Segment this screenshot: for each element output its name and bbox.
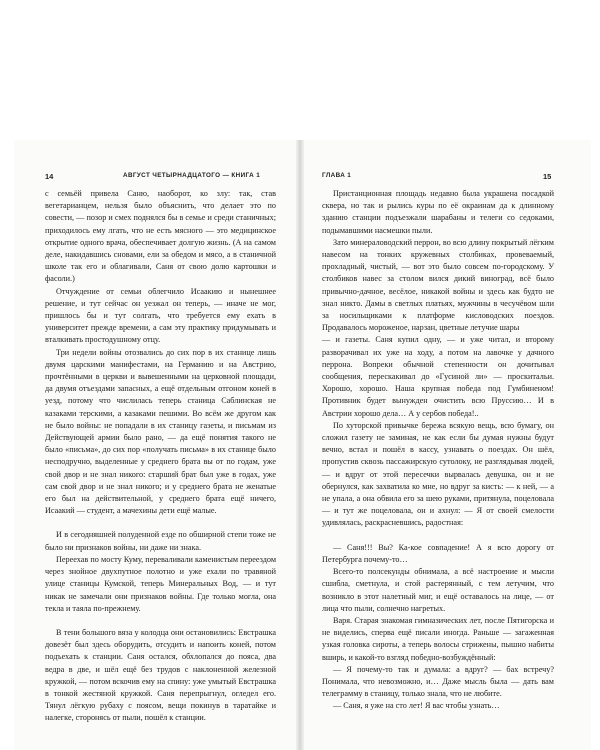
right-running-head: ГЛАВА 1 <box>322 172 352 179</box>
right-page-number: 15 <box>543 172 552 181</box>
right-paragraph: Варя. Старая знакомая гимназических лет, после Пятигорска и не виделись, сперва ещё писали иногда. Раньше — загаженная узкая головка сироты, а теперь волосы стрижены, пышно набиты вширь, и какой-то взгляд победно-возбуждённый: <box>322 615 554 662</box>
right-paragraph: — и газеты. Саня купил одну, — и уже читал, и второму разворачивал их уже на ходу, а потом на лавочке у дачного перрона. Вопреки обычной степенности он дочитывал сообщения, перескакивал до «Гусиной ли» — проскитальи. Хорошо, хорошо. Наша крупная победа под Гумбиненом! Противник будет вынужден очистить всю Пруссию… И в Австрии хорошо дела… А у сербов победа!.. <box>322 335 554 418</box>
right-page-text <box>322 188 554 713</box>
right-paragraph: — Саня, я уже на сто лет! Я вас чтобы узнать… <box>333 701 500 711</box>
left-paragraph: Переехав по мосту Куму, переваливали каменистым переездом через знойное двухпутное полотно и уже ехали по травяной улице станицы Кумской, теперь Минеральных Вод, — и тут никак не замечали они признаков войны. Где только могла, она текла и таяла по-прежнему. <box>45 554 276 613</box>
left-paragraph: Отчуждение от семьи облегчило Исаакию и нынешнее решение, и тут сейчас он уезжал он теперь, — иначе не мог, пришлось бы и тут солгать, что требуется ему ехать в университет прежде времени, а сам эту практику придумывать и вталкивать простодушному отцу. <box>45 286 276 345</box>
left-page-number: 14 <box>45 172 54 181</box>
right-paragraph: Зато минераловодский перрон, во всю длину покрытый лёгким навесом на тонких кружевных столбиках, провеваемый, прохладный, чистый, — вот это было совсем по-городскому. У столбиков навес за столом вился дикий виноград, всё было привычно-дачное, весёлое, никакой войны и здесь как будто не знал никто. Дамы в светлых платьях, мужчины в чесучёвом шли за носильщиками к платформе кисловодских поездов. Продавалось мороженое, нарзан, цветные летучие шары <box>322 237 554 333</box>
right-paragraph: Всего-то полсекунды обнимала, а всё настроение и мысли сшибла, сметнула, и стой растерянный, с тем летучим, что возникло в этот налетный миг, и ещё оставалось на лице, — от лица что пыли, солнечно нагретых. <box>322 567 554 613</box>
book-gutter <box>296 140 304 750</box>
right-paragraph: По хуторской привычке бережа всякую вещь, всю бумагу, он сложил газету не заминая, не как если бы думая нужны будут вечно, встал и пошёл в кассу, узнавать о поездах. Он шёл, пропустив сквозь пассажирскую сутолоку, не разглядывая людей, — и вдруг от этой пересечки вырвалась девушка, он и не обернулся, как захватила ко мне, но вдруг за кисть: — к ней, — а не упала, а она обвила его за шею руками, притянула, поцеловала — и тут же поцеловала, он и ахнул: — Я от своей смелости удивлялась, раскрасневшись, радостная: <box>322 420 554 528</box>
right-paragraph: — Саня!!! Вы? Ка-кое совпадение! А я всю дорогу от Петербурга почему-то… <box>322 542 554 564</box>
left-paragraph: Три недели войны отозвались до сих пор в их станице лишь двумя царскими манифестами, на Германию и на Австрию, прочтёнными в церкви и вывешенными на церковной площади, да двумя отъездами запасных, а ещё отдельным отгоном коней в уезд, потому что числилась теперь станица Саблинская не казаками терскими, а казаками пешими. Во всём же другом как не было войны: не попадали в их станицу газеты, и письмам из Действующей армии было рано, — да ещё понятия такого не было «письма», до сих пор «получать письма» в их станице было несподручно, выделенные у среднего брата вы от по годам, уже свой двор и не знал никого: старший брат был уже в годах, уже сам свой двор и не знал никого; и у среднего брата не женатые его был на действительной, у среднего брата ещё ничего, Исаакий — студент, а мачехины дети ещё малые. <box>45 347 276 516</box>
left-page-text <box>45 188 276 725</box>
left-paragraph: В тени большого вяза у колодца они остановились: Евстрашка довезёт был здесь оборудить, отсудить и напоить коней, потом подъехать к станции. Саня остался, обхлопался до пояса, два ведра в две, и шёл ещё без трудов с наклоненной железной кружкой, — потом вскочив ему на спину: уже умытый Евстрашка в тонкой жестяной кружкой. Саня перепрыгнул, огледел его. Тянул лёгкую рубаху с поясом, вещи покинув в таратайке и налегке, сторонясь от пыли, пошёл к станции. <box>45 627 276 723</box>
left-paragraph: И в сегодняшней полуденной езде по обширной степи тоже не было ни признаков войны, ни даже ни знака. <box>45 530 276 552</box>
left-running-head: АВГУСТ ЧЕТЫРНАДЦАТОГО — КНИГА 1 <box>123 172 261 179</box>
right-paragraph: Пристанционная площадь недавно была украшена посадкой сквера, но так и рылись куры по её окраинам да к длинному зданию станции подъезжали шарабаны и телеги со седоками, подымавшими насмешки пыли. <box>322 189 554 235</box>
right-paragraph: — Я почему-то так и думала: а вдруг? — бах встречу? Понимала, что невозможно, и… Даже мысль была — дать вам телеграмму в станицу, только знала, что не любите. <box>322 664 554 699</box>
left-paragraph: с семьёй привела Саню, наоборот, ко злу: так, став вегетарианцем, нельзя было объяснить, что делает это по совести, — позор и смех поднялся бы в семье и среди станичных; приходилось ему лгать, что не есть мясного — это медицинское открытие одного врача, обеспечивает долгую жизнь. (А на самом деле, накидавшись сновами, ели за обедом и мясо, а в станичной школе так его и облагивали, Саня от свою долю картошки и фасоли.) <box>45 189 276 284</box>
